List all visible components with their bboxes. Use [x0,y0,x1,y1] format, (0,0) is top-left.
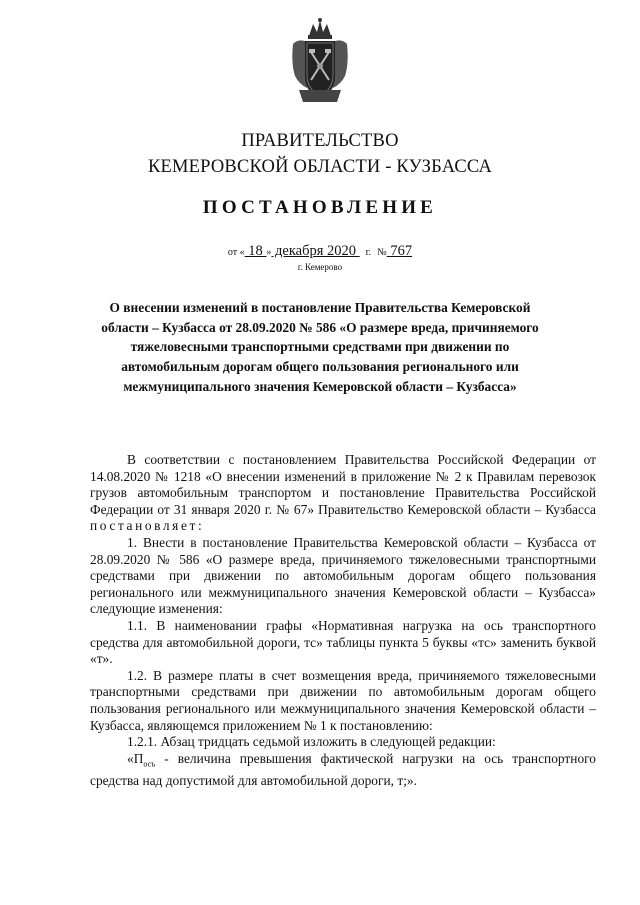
number-prefix: № [377,247,387,258]
year-suffix: г. [365,247,372,258]
date-mid: » [266,247,272,258]
government-name-line1: ПРАВИТЕЛЬСТВО [241,131,399,151]
date-number-line [0,243,640,260]
coat-of-arms-emblem [289,14,351,106]
government-name-line2: КЕМЕРОВСКОЙ ОБЛАСТИ - КУЗБАССА [147,157,493,177]
document-body [90,452,596,790]
paragraph-item-1-2-1: 1.2.1. Абзац тридцать седьмой изложить в следующей редакции: [127,734,496,750]
paragraph-definition: «$П_{осъ}$ - величина превышения фактической нагрузки на ось транспортного средства над допустимой для автомобильной дороги, т;». [90,750,596,788]
resolves-word: постановляет: [90,518,205,534]
paragraph-preamble: В соответствии с постановлением Правительства Российской Федерации от 14.08.2020 № 1218 «О внесении изменений в приложение № 2 к Правилам перевозок грузов автомобильным транспортом и постановление Правительства Российской Федерации от 31 января 2020 г. № 67» Правительство Кемеровской области – Кузбасса постановляет: [90,452,596,534]
date-day: 18 [244,243,267,259]
city-name: г. Кемерово [297,262,343,272]
date-prefix: от « [227,247,245,258]
paragraph-item-1-1: 1.1. В наименовании графы «Нормативная нагрузка на ось транспортного средства для автомобильной дороги, тс» таблицы пункта 5 буквы «тс» заменить буквой «т». [90,617,596,667]
document-type-heading: ПОСТАНОВЛЕНИЕ [202,197,438,218]
paragraph-item-1-2: 1.2. В размере платы в счет возмещения вреда, причиняемого тяжеловесными транспортными средствами при движении по автомобильным дорогам общего пользования регионального или межмуниципального значения Кемеровской области – Кузбасса, являющемся приложением № 1 к постановлению: [90,667,596,733]
paragraph-item-1: 1. Внести в постановление Правительства Кемеровской области – Кузбасса от 28.09.2020 № 586 «О размере вреда, причиняемого тяжеловесными транспортными средствами при движении по автомобильным дорогам общего пользования регионального или межмуниципального значения Кемеровской области – Кузбасса» следующие изменения: [90,534,596,617]
date-month-year: декабря 2020 [271,243,360,259]
document-title: О внесении изменений в постановление Правительства Кемеровской области – Кузбасса от 28.09.2020 № 586 «О размере вреда, причиняемого тяжеловесными транспортными средствами при движении по автомобильным дорогам общего пользования регионального или межмуниципального значения Кемеровской области – Кузбасса» [101,300,539,394]
document-number: 767 [386,243,413,259]
